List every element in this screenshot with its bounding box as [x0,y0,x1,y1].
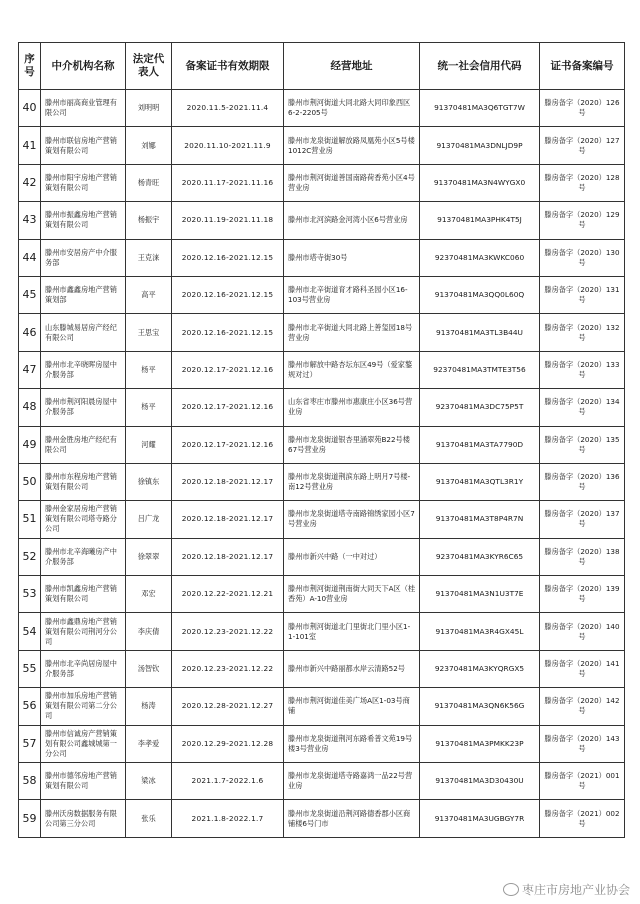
cell-business-address: 滕州市龙泉街道解放路凤凰苑小区5号楼1012C营业房 [284,127,420,164]
cell-credit-code: 91370481MA3D30430U [420,763,540,800]
cell-credit-code: 91370481MA3PHK4T5J [420,202,540,239]
cell-business-address: 滕州市荆河街道荆南街大同天下A区（桂香苑）A-10营业房 [284,576,420,613]
table-header-row [19,43,625,90]
header-legal-rep: 法定代表人 [126,43,172,90]
cell-business-address: 滕州市荆河街道北门里街北门里小区1-1-101室 [284,613,420,650]
cell-legal-rep: 杨青旺 [126,164,172,201]
cell-legal-rep: 杨涛 [126,688,172,725]
cell-business-address: 滕州市新兴中路丽都水岸云清路52号 [284,650,420,687]
cell-cert-no: 滕房备字（2020）128号 [540,164,625,201]
cell-serial-no: 46 [19,314,41,351]
cell-cert-no: 滕房备字（2020）127号 [540,127,625,164]
cell-serial-no: 54 [19,613,41,650]
cell-business-address: 滕州市塔寺街30号 [284,239,420,276]
cell-cert-no: 滕房备字（2020）137号 [540,501,625,538]
header-serial-no: 序号 [19,43,41,90]
cell-validity-period: 2020.12.18-2021.12.17 [172,538,284,575]
table-row [19,127,625,164]
table-row [19,202,625,239]
cell-serial-no: 56 [19,688,41,725]
table-row [19,389,625,426]
cell-cert-no: 滕房备字（2021）001号 [540,763,625,800]
cell-validity-period: 2020.11.5-2021.11.4 [172,90,284,127]
cell-credit-code: 91370481MA3R4GX45L [420,613,540,650]
cell-credit-code: 91370481MA3QN6K56G [420,688,540,725]
table-row [19,725,625,762]
cell-agency-name: 滕州金胜房地产经纪有限公司 [41,426,126,463]
table-row [19,314,625,351]
cell-validity-period: 2020.12.28-2021.12.27 [172,688,284,725]
cell-cert-no: 滕房备字（2020）140号 [540,613,625,650]
cell-credit-code: 92370481MA3TMTE3T56 [420,351,540,388]
cell-credit-code: 91370481MA3N1U3T7E [420,576,540,613]
cell-legal-rep: 刘明明 [126,90,172,127]
cell-validity-period: 2020.12.18-2021.12.17 [172,463,284,500]
header-business-address: 经营地址 [284,43,420,90]
cell-business-address: 滕州市荆河街道善国南路荷香苑小区4号营业房 [284,164,420,201]
cell-business-address: 滕州市龙泉街道银杏里涵翠苑B22号楼67号营业房 [284,426,420,463]
cell-serial-no: 49 [19,426,41,463]
watermark [503,881,630,898]
cell-business-address: 山东省枣庄市滕州市惠康庄小区36号营业房 [284,389,420,426]
cell-serial-no: 57 [19,725,41,762]
cell-cert-no: 滕房备字（2020）126号 [540,90,625,127]
cell-agency-name: 滕州市北辛尚居房屋中介服务部 [41,650,126,687]
cell-business-address: 滕州市龙泉街道塔寺南路锦绣家园小区7号营业房 [284,501,420,538]
cell-legal-rep: 河耀 [126,426,172,463]
table-row [19,164,625,201]
cell-serial-no: 59 [19,800,41,837]
cell-agency-name: 滕州沃房数据服务有限公司第三分公司 [41,800,126,837]
cell-cert-no: 滕房备字（2020）133号 [540,351,625,388]
cell-business-address: 滕州市北辛街道大同北路上善玺园18号营业房 [284,314,420,351]
cell-agency-name: 滕州市荆河阳晨房屋中介服务部 [41,389,126,426]
cell-agency-name: 滕州市阳宇房地产营销策划有限公司 [41,164,126,201]
cell-legal-rep: 梁冰 [126,763,172,800]
cell-agency-name: 滕州市联信房地产营销策划有限公司 [41,127,126,164]
cell-serial-no: 50 [19,463,41,500]
cell-cert-no: 滕房备字（2020）139号 [540,576,625,613]
cell-credit-code: 92370481MA3KYR6C65 [420,538,540,575]
table-row [19,239,625,276]
cell-business-address: 滕州市荆河街道大同北路大同印象西区6-2-2205号 [284,90,420,127]
cell-serial-no: 45 [19,276,41,313]
table-row [19,800,625,837]
header-validity-period: 备案证书有效期限 [172,43,284,90]
cell-legal-rep: 李庆倩 [126,613,172,650]
cell-legal-rep: 张乐 [126,800,172,837]
table-row [19,688,625,725]
cell-cert-no: 滕房备字（2020）136号 [540,463,625,500]
cell-business-address: 滕州市龙泉街道荆滨东路上明月7号楼-南12号营业房 [284,463,420,500]
cell-cert-no: 滕房备字（2020）134号 [540,389,625,426]
cell-serial-no: 51 [19,501,41,538]
cell-agency-name: 滕州市鑫鼎房地产营销策划有限公司荆河分公司 [41,613,126,650]
table-body [19,90,625,838]
cell-validity-period: 2020.12.17-2021.12.16 [172,389,284,426]
cell-validity-period: 2020.12.22-2021.12.21 [172,576,284,613]
agency-registry-table [18,42,625,838]
cell-agency-name: 滕州市东程房地产营销策划有限公司 [41,463,126,500]
cell-cert-no: 滕房备字（2020）131号 [540,276,625,313]
table-row [19,763,625,800]
cell-serial-no: 55 [19,650,41,687]
cell-agency-name: 滕州市丽高商业管理有限公司 [41,90,126,127]
cell-business-address: 滕州市新兴中路（一中对过） [284,538,420,575]
cell-credit-code: 91370481MA3DNLJD9P [420,127,540,164]
cell-cert-no: 滕房备字（2020）130号 [540,239,625,276]
cell-cert-no: 滕房备字（2020）129号 [540,202,625,239]
table-row [19,576,625,613]
cell-validity-period: 2020.12.23-2021.12.22 [172,650,284,687]
table-row [19,613,625,650]
cell-credit-code: 92370481MA3KWKC060 [420,239,540,276]
table-row [19,650,625,687]
cell-legal-rep: 汤智钦 [126,650,172,687]
cell-serial-no: 58 [19,763,41,800]
cell-credit-code: 91370481MA3N4WYGX0 [420,164,540,201]
cell-agency-name: 滕州市安居房产中介服务部 [41,239,126,276]
cell-agency-name: 滕州市北辛晓晖房屋中介服务部 [41,351,126,388]
cell-business-address: 滕州市龙泉街道塔寺路嘉鸿一品22号营业房 [284,763,420,800]
cell-business-address: 滕州市龙泉街道荆河东路希普文苑19号楼3号营业房 [284,725,420,762]
cell-agency-name: 滕州市振鑫房地产营销策划有限公司 [41,202,126,239]
cell-credit-code: 91370481MA3UGBGY7R [420,800,540,837]
cell-legal-rep: 刘娜 [126,127,172,164]
watermark-text: 枣庄市房地产业协会 [521,883,630,897]
cell-serial-no: 52 [19,538,41,575]
cell-legal-rep: 李孝爱 [126,725,172,762]
cell-legal-rep: 杨振宇 [126,202,172,239]
cell-validity-period: 2020.12.18-2021.12.17 [172,501,284,538]
cell-credit-code: 91370481MA3QTL3R1Y [420,463,540,500]
cell-agency-name: 滕州市凯鑫房地产营销策划有限公司 [41,576,126,613]
cell-cert-no: 滕房备字（2020）142号 [540,688,625,725]
table-row [19,276,625,313]
wechat-icon [503,883,519,896]
cell-agency-name: 滕州市加乐房地产营销策划有限公司第二分公司 [41,688,126,725]
cell-credit-code: 91370481MA3QQ0L60Q [420,276,540,313]
cell-cert-no: 滕房备字（2020）135号 [540,426,625,463]
cell-cert-no: 滕房备字（2020）132号 [540,314,625,351]
cell-cert-no: 滕房备字（2020）143号 [540,725,625,762]
cell-legal-rep: 徐镇东 [126,463,172,500]
cell-validity-period: 2020.12.23-2021.12.22 [172,613,284,650]
cell-agency-name: 滕州金家居房地产营销策划有限公司塔寺路分公司 [41,501,126,538]
cell-validity-period: 2020.12.16-2021.12.15 [172,314,284,351]
cell-legal-rep: 邓宏 [126,576,172,613]
cell-legal-rep: 杨平 [126,351,172,388]
cell-credit-code: 91370481MA3TA7790D [420,426,540,463]
cell-business-address: 滕州市北辛街道育才路科圣园小区16-103号营业房 [284,276,420,313]
cell-validity-period: 2020.12.17-2021.12.16 [172,351,284,388]
cell-validity-period: 2020.12.17-2021.12.16 [172,426,284,463]
cell-validity-period: 2020.11.19-2021.11.18 [172,202,284,239]
table-row [19,463,625,500]
cell-legal-rep: 徐翠翠 [126,538,172,575]
header-credit-code: 统一社会信用代码 [420,43,540,90]
cell-business-address: 滕州市解放中路杏坛东区49号（爱家鏊规对过） [284,351,420,388]
cell-serial-no: 40 [19,90,41,127]
header-agency-name: 中介机构名称 [41,43,126,90]
cell-validity-period: 2020.12.16-2021.12.15 [172,239,284,276]
cell-serial-no: 41 [19,127,41,164]
cell-serial-no: 48 [19,389,41,426]
cell-credit-code: 92370481MA3DC75P5T [420,389,540,426]
cell-serial-no: 53 [19,576,41,613]
cell-business-address: 滕州市北河滨路金河湾小区6号营业房 [284,202,420,239]
cell-credit-code: 91370481MA3T8P4R7N [420,501,540,538]
table-row [19,351,625,388]
table-row [19,426,625,463]
cell-credit-code: 91370481MA3TL3B44U [420,314,540,351]
cell-legal-rep: 王克涞 [126,239,172,276]
table-row [19,90,625,127]
header-cert-no: 证书备案编号 [540,43,625,90]
cell-legal-rep: 杨平 [126,389,172,426]
cell-validity-period: 2021.1.7-2022.1.6 [172,763,284,800]
cell-cert-no: 滕房备字（2020）141号 [540,650,625,687]
cell-validity-period: 2020.11.10-2021.11.9 [172,127,284,164]
cell-agency-name: 滕州市德邻房地产营销策划有限公司 [41,763,126,800]
cell-credit-code: 91370481MA3Q6TGT7W [420,90,540,127]
cell-agency-name: 山东滕城易居房产经纪有限公司 [41,314,126,351]
table-row [19,538,625,575]
cell-cert-no: 滕房备字（2021）002号 [540,800,625,837]
cell-validity-period: 2020.12.29-2021.12.28 [172,725,284,762]
table-row [19,501,625,538]
cell-agency-name: 滕州市北辛海曦房产中介服务部 [41,538,126,575]
cell-serial-no: 42 [19,164,41,201]
cell-agency-name: 滕州市鑫鑫房地产营销策划部 [41,276,126,313]
cell-validity-period: 2021.1.8-2022.1.7 [172,800,284,837]
cell-cert-no: 滕房备字（2020）138号 [540,538,625,575]
cell-validity-period: 2020.11.17-2021.11.16 [172,164,284,201]
cell-serial-no: 43 [19,202,41,239]
cell-agency-name: 滕州市信诚房产营销策划有限公司鑫城城第一分公司 [41,725,126,762]
cell-business-address: 滕州市荆河街道佳美广场A区1-03号商铺 [284,688,420,725]
cell-serial-no: 44 [19,239,41,276]
cell-legal-rep: 王思宝 [126,314,172,351]
cell-business-address: 滕州市龙泉街道沿荆河路德香郡小区商铺楼6号门市 [284,800,420,837]
cell-legal-rep: 高平 [126,276,172,313]
cell-legal-rep: 吕广龙 [126,501,172,538]
cell-credit-code: 92370481MA3KYQRGX5 [420,650,540,687]
cell-serial-no: 47 [19,351,41,388]
cell-validity-period: 2020.12.16-2021.12.15 [172,276,284,313]
cell-credit-code: 91370481MA3PMKK23P [420,725,540,762]
